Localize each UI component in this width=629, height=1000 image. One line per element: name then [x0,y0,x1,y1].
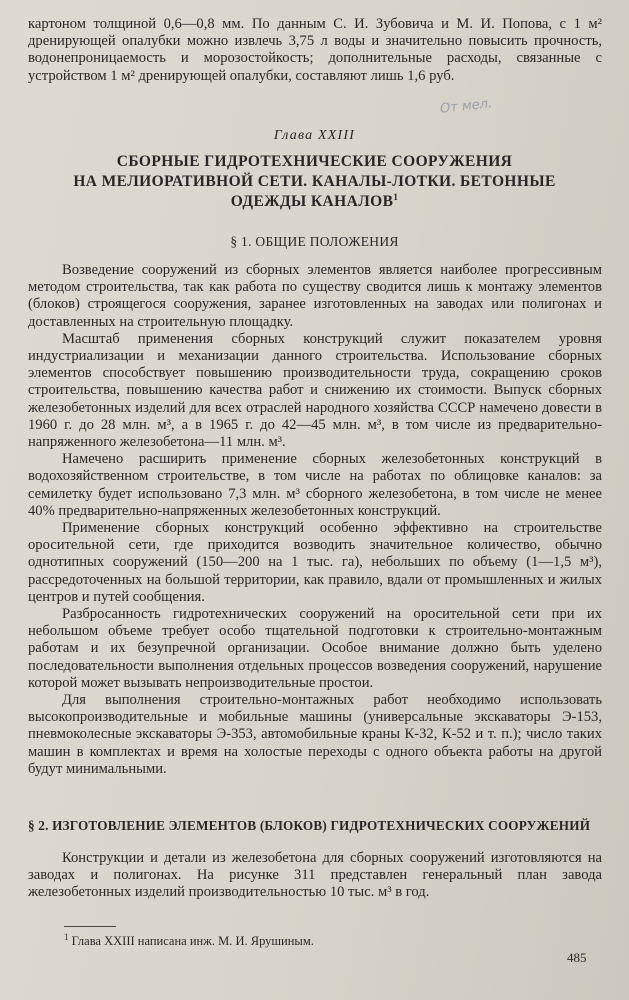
section-2-body [28,850,602,902]
section-2-paragraph: Конструкции и детали из железобетона для сборных сооружений изготовляются на заводах и полигонах. На рисунке 311 представлен генеральный план завода железобетонных изделий производительностью 10 тыс. м³ в год. [28,850,602,901]
footnote-mark: 1 [64,931,69,942]
chapter-title-line-1: СБОРНЫЕ ГИДРОТЕХНИЧЕСКИЕ СООРУЖЕНИЯ [116,153,513,170]
paragraph-5: Разбросанность гидротехнических сооружений на оросительной сети при их небольшом объеме требует особо тщательной подготовки к строительно-монтажным работам и их безупречной организации. Особое внимание должно быть уделено последовательности выполнения отдельных процессов возведения сооружений, нарушение которой может вызывать непроизводительные простои. [28,606,602,691]
continued-paragraph [28,16,602,85]
section-1-heading: § 1. ОБЩИЕ ПОЛОЖЕНИЯ [230,234,399,249]
footnote [64,931,314,949]
footnote-text: Глава XXIII написана инж. М. И. Ярушиным. [71,934,314,948]
chapter-title-line-3: ОДЕЖДЫ КАНАЛОВ [230,193,394,210]
paragraph-2: Масштаб применения сборных конструкций служит показателем уровня индустриализации и механизации данного строительства. Использование сборных элементов способствует повышению производительности труда, сокращению сроков строительства, повышению качества работ и снижению их стоимости. Выпуск сборных железобетонных изделий для всех отраслей народного хозяйства СССР намечено довести в 1960 г. до 28 млн. м³, а в 1965 г. до 42—45 млн. м³, в том числе из предварительно-напряженного железобетона—11 млн. м³. [28,330,602,451]
chapter-label: Глава XXIII [273,128,356,143]
chapter-title-line-2: НА МЕЛИОРАТИВНОЙ СЕТИ. КАНАЛЫ-ЛОТКИ. БЕТОННЫЕ [73,173,556,190]
paragraph-3: Намечено расширить применение сборных железобетонных конструкций в водохозяйственном строительстве, в том числе на работах по облицовке каналов: за семилетку будет использовано 7,3 млн. м³ сборного железобетона, в том числе не менее 40% предварительно-напряженных железобетонных конструкций. [28,451,602,519]
paragraph-4: Применение сборных конструкций особенно эффективно на строительстве оросительной сети, где приходится возводить значительное количество, обычно однотипных сооружений (150—200 на 1 тыс. га), небольших по объему (1—1,5 м³), рассредоточенных на большой территории, как правило, вдали от промышленных и жилых центров и путей сообщения. [28,520,602,605]
pencil-annotation: От мел. [439,96,493,117]
paragraph-1: Возведение сооружений из сборных элементов является наиболее прогрессивным методом строительства, так как работа по существу сводится лишь к монтажу элементов (блоков) строящегося сооружения, заранее изготовленных на заводах или полигонах и доставленных на строительную площадку. [28,262,602,330]
section-1-body [28,262,602,778]
footnote-rule [64,926,116,927]
title-footnote-mark: 1 [393,191,399,202]
top-paragraph: картоном толщиной 0,6—0,8 мм. По данным С. И. Зубовича и М. И. Попова, с 1 м² дренирующей опалубки можно извлечь 3,75 л воды и значительно повысить прочность, водонепроницаемость и морозостойкость; дополнительные расходы, связанные с устройством 1 м² дренирующей опалубки, составляют лишь 1,6 руб. [28,16,602,84]
section-2-heading: § 2. ИЗГОТОВЛЕНИЕ ЭЛЕМЕНТОВ (БЛОКОВ) ГИДРОТЕХНИЧЕСКИХ СООРУЖЕНИЙ [28,818,591,833]
paragraph-6: Для выполнения строительно-монтажных работ необходимо использовать высокопроизводительные и мобильные машины (универсальные экскаваторы Э-153, пневмоколесные экскаваторы Э-353, автомобильные краны К-32, К-52 и т. п.); число таких машин в комплектах и время на холостые переходы с одного объекта работы на другой будут минимальными. [28,692,602,777]
page-number: 485 [567,950,587,965]
chapter-title [0,152,629,212]
